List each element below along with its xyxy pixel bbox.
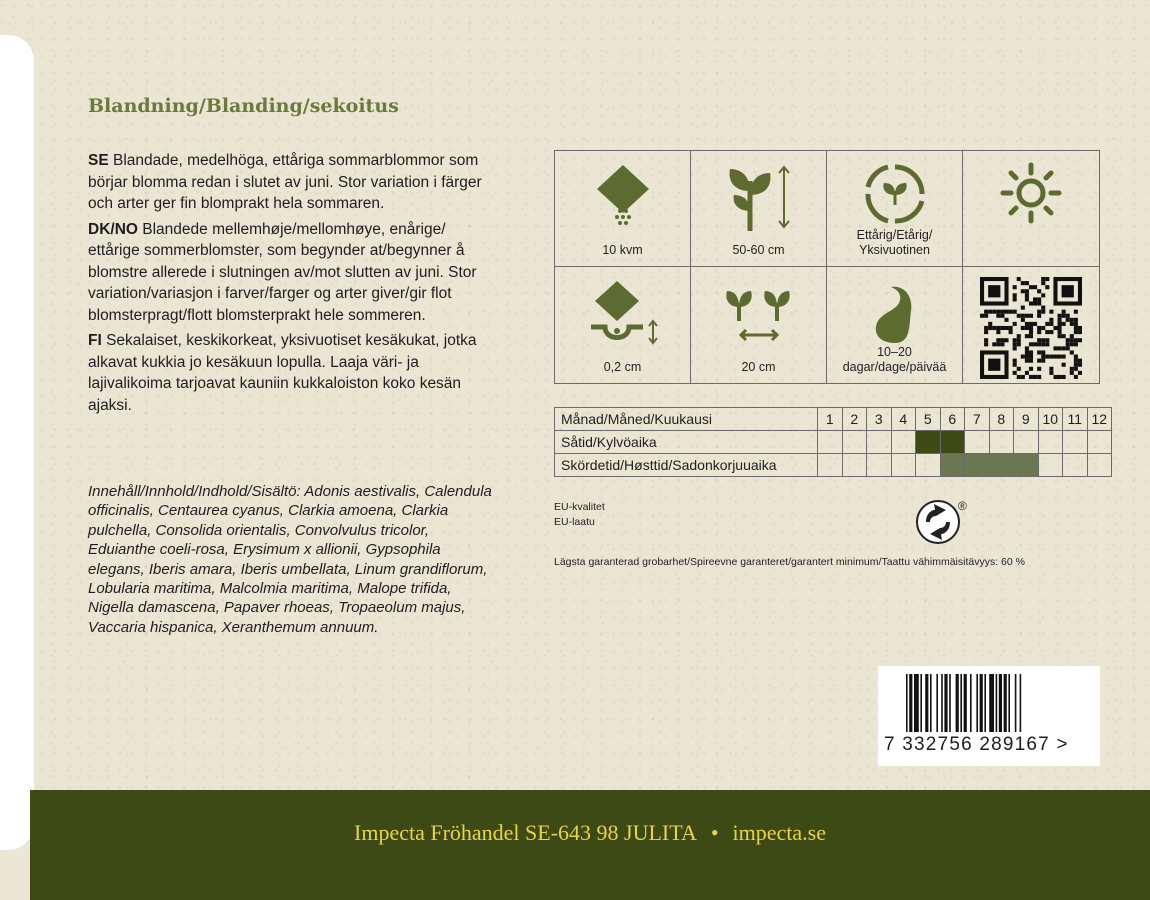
month-5: 5 (916, 408, 941, 431)
desc-se: SE Blandade, medelhöga, ettåriga sommarblommor som börjar blomma redan i slutet av juni. Stor variation i färger och arter ger fin blomprakt hela sommaren. (88, 152, 482, 212)
sowing-calendar (554, 407, 1112, 477)
sowing-month-4 (891, 431, 916, 454)
barcode-number: 7 332756 289167 > (884, 734, 1069, 755)
company-address: Impecta Fröhandel SE-643 98 JULITA (354, 820, 697, 845)
separator-dot: • (710, 820, 719, 845)
harvest-month-1 (818, 454, 843, 477)
harvest-month-2 (842, 454, 867, 477)
product-title: Blandning/Blanding/sekoitus (88, 95, 399, 117)
eu-quality (554, 500, 605, 530)
month-3: 3 (867, 408, 892, 431)
calendar-header-row (555, 408, 1112, 431)
sowing-month-9 (1014, 431, 1039, 454)
sowing-month-11 (1063, 431, 1088, 454)
sowing-month-12 (1087, 431, 1112, 454)
desc-fi: FI Sekalaiset, keskikorkeat, yksivuotiset kesäkukat, jotka alkavat kukkia jo kesäkuun lopulla. Laaja väri- ja lajivalikoima tarjoavat kauniin kukkaloiston koko kesän ajaksi. (88, 332, 477, 414)
annual-label: Ettårig/Etårig/ Yksivuotinen (856, 228, 933, 257)
month-1: 1 (818, 408, 843, 431)
depth-cell (555, 267, 691, 383)
germination-cell (827, 267, 963, 383)
sowing-month-3 (867, 431, 892, 454)
qr-code[interactable] (980, 277, 1082, 379)
sowing-month-8 (989, 431, 1014, 454)
month-4: 4 (891, 408, 916, 431)
month-6: 6 (940, 408, 965, 431)
area-label: 10 kvm (602, 243, 643, 257)
germination-seed-icon (865, 277, 925, 347)
harvest-month-11 (1063, 454, 1088, 477)
sowing-month-6 (940, 431, 965, 454)
harvest-month-9 (1014, 454, 1039, 477)
month-9: 9 (1014, 408, 1039, 431)
footer-band (30, 790, 1150, 900)
month-2: 2 (842, 408, 867, 431)
recycling-icon (916, 498, 976, 548)
sowing-month-1 (818, 431, 843, 454)
registered-mark: ® (958, 499, 967, 513)
germination-guarantee: Lägsta garanterad grobarhet/Spireevne garanteret/garantert minimum/Taattu vähimmäisitävyys: 60 % (554, 556, 1025, 568)
area-cell (555, 151, 691, 267)
height-cell (691, 151, 827, 267)
month-11: 11 (1063, 408, 1088, 431)
eu-quality-sv: EU-kvalitet (554, 501, 605, 513)
eu-quality-fi: EU-laatu (554, 516, 595, 528)
growing-info-grid (554, 150, 1100, 384)
sowing-month-2 (842, 431, 867, 454)
month-10: 10 (1038, 408, 1063, 431)
month-12: 12 (1087, 408, 1112, 431)
footer-text (30, 820, 1150, 846)
barcode-bars (906, 674, 1076, 732)
annual-cycle-icon (862, 161, 928, 227)
harvest-month-8 (989, 454, 1014, 477)
sowing-depth-icon (585, 277, 661, 347)
sun-icon (999, 161, 1063, 225)
harvest-label: Skördetid/Høsttid/Sadonkorjuuaika (555, 454, 818, 477)
annual-cell (827, 151, 963, 267)
green-dot-logo (916, 498, 976, 553)
harvest-month-12 (1087, 454, 1112, 477)
harvest-row (555, 454, 1112, 477)
packet-edge (0, 35, 34, 850)
spacing-label: 20 cm (741, 360, 776, 374)
harvest-month-7 (965, 454, 990, 477)
description (88, 150, 498, 420)
month-8: 8 (989, 408, 1014, 431)
barcode (878, 666, 1100, 766)
harvest-month-6 (940, 454, 965, 477)
sowing-month-7 (965, 431, 990, 454)
harvest-month-10 (1038, 454, 1063, 477)
sun-cell (963, 151, 1099, 267)
month-header: Månad/Måned/Kuukausi (555, 408, 818, 431)
germination-label: 10–20 dagar/dage/päivää (842, 345, 947, 374)
harvest-month-3 (867, 454, 892, 477)
depth-label: 0,2 cm (603, 360, 642, 374)
sowing-month-5 (916, 431, 941, 454)
contents-list: Innehåll/Innhold/Indhold/Sisältö: Adonis aestivalis, Calendula officinalis, Centaurea cyanus, Clarkia amoena, Clarkia pulchella, Consolida orientalis, Convolvulus tricolor, Eduianthe coeli-rosa, Erysimum x allionii, Gypsophila elegans, Iberis amara, Iberis umbellata, Linum grandiflorum, Lobularia maritima, Malcolmia maritima, Malope trifida, Nigella damascena, Papaver rhoeas, Tropaeolum majus, Vaccaria hispanica, Xeranthemum annuum. (88, 483, 492, 636)
seed-area-icon (593, 161, 653, 231)
spacing-cell (691, 267, 827, 383)
desc-dkno: DK/NO Blandede mellemhøje/mellomhøye, enårige/ ettårige sommerblomster, som begynder at/begynner å blomstre allerede i slutningen av/mot slutten av juni. Stor variation/variasjon i farver/farger og arter giver/gir flot blomsterpragt/flott blomsterprakt hele sommeren. (88, 220, 477, 324)
height-label: 50-60 cm (732, 243, 785, 257)
sowing-month-10 (1038, 431, 1063, 454)
month-7: 7 (965, 408, 990, 431)
qr-cell (963, 267, 1099, 383)
plant-height-icon (724, 161, 794, 233)
plant-spacing-icon (721, 277, 797, 347)
sowing-label: Såtid/Kylvöaika (555, 431, 818, 454)
sowing-row (555, 431, 1112, 454)
harvest-month-4 (891, 454, 916, 477)
harvest-month-5 (916, 454, 941, 477)
website-link[interactable]: impecta.se (732, 820, 826, 845)
